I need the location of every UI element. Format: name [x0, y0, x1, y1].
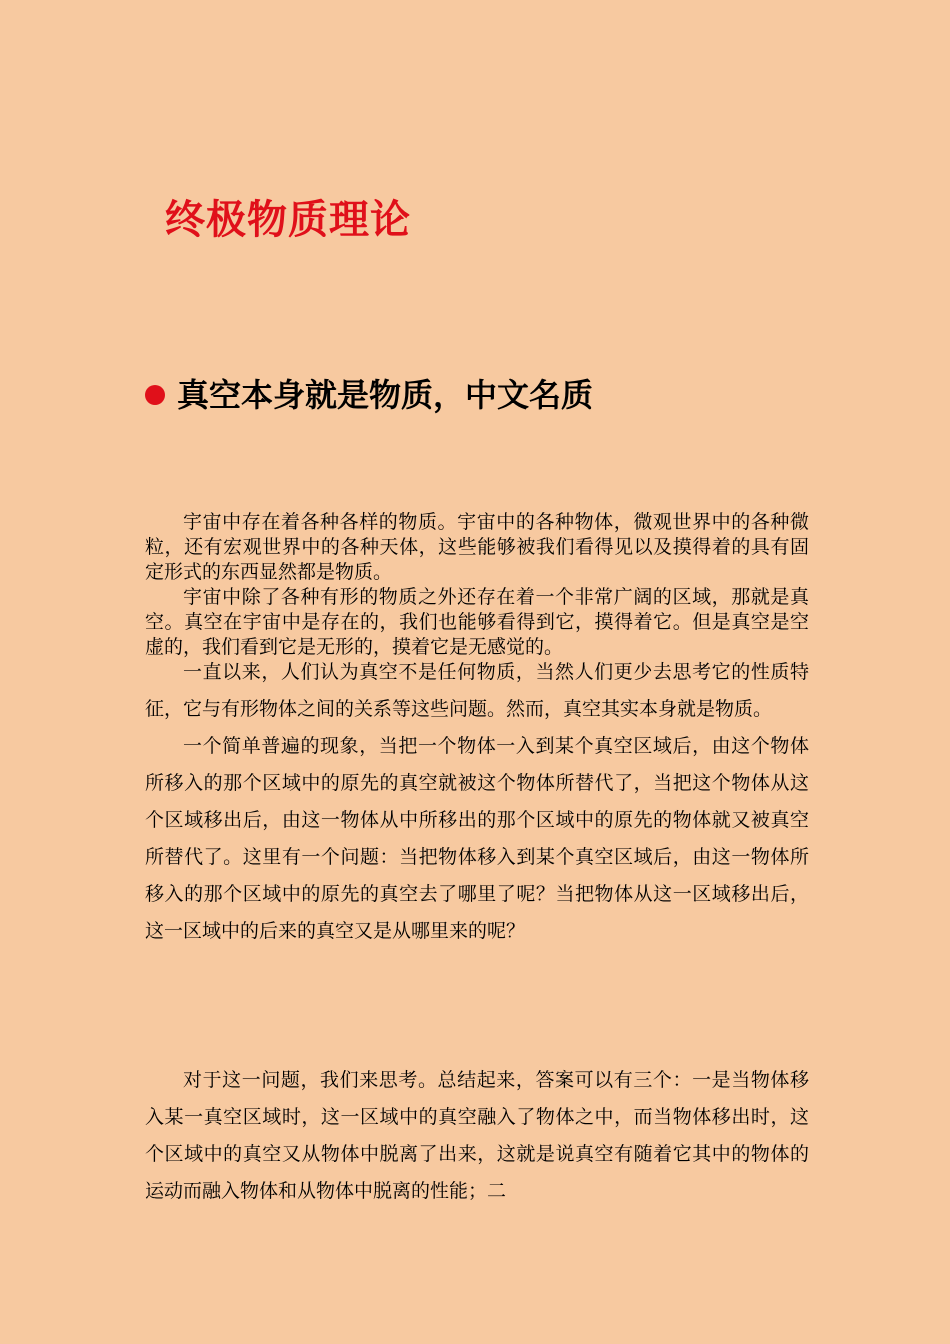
- bullet-icon: [145, 385, 165, 405]
- paragraph-3: 一直以来，人们认为真空不是任何物质，当然人们更少去思考它的性质特征，它与有形物体之间的关系等这些问题。然而，真空其实本身就是物质。: [145, 661, 809, 720]
- main-paragraphs: [145, 654, 809, 950]
- section-heading: [145, 370, 593, 420]
- intro-paragraphs: [145, 510, 809, 660]
- paragraph-1: 宇宙中存在着各种各样的物质。宇宙中的各种物体，微观世界中的各种微粒，还有宏观世界中的各种天体，这些能够被我们看得见以及摸得着的具有固定形式的东西显然都是物质。: [145, 511, 809, 583]
- document-title: 终极物质理论: [165, 196, 411, 243]
- paragraph-4: 一个简单普遍的现象，当把一个物体一入到某个真空区域后，由这个物体所移入的那个区域中的原先的真空就被这个物体所替代了，当把这个物体从这个区域移出后，由这一物体从中所移出的那个区域中的原先的物体就又被真空所替代了。这里有一个问题：当把物体移入到某个真空区域后，由这一物体所移入的那个区域中的原先的真空去了哪里了呢？当把物体从这一区域移出后，这一区域中的后来的真空又是从哪里来的呢？: [145, 735, 809, 942]
- paragraph-2: 宇宙中除了各种有形的物质之外还存在着一个非常广阔的区域，那就是真空。真空在宇宙中是存在的，我们也能够看得到它，摸得着它。但是真空是空虚的，我们看到它是无形的，摸着它是无感觉的。: [145, 586, 809, 658]
- closing-paragraphs: [145, 1062, 809, 1210]
- paragraph-5: 对于这一问题，我们来思考。总结起来，答案可以有三个：一是当物体移入某一真空区域时，这一区域中的真空融入了物体之中，而当物体移出时，这个区域中的真空又从物体中脱离了出来，这就是说真空有随着它其中的物体的运动而融入物体和从物体中脱离的性能；二: [145, 1069, 809, 1202]
- section-heading-text: 真空本身就是物质，中文名质: [177, 376, 594, 414]
